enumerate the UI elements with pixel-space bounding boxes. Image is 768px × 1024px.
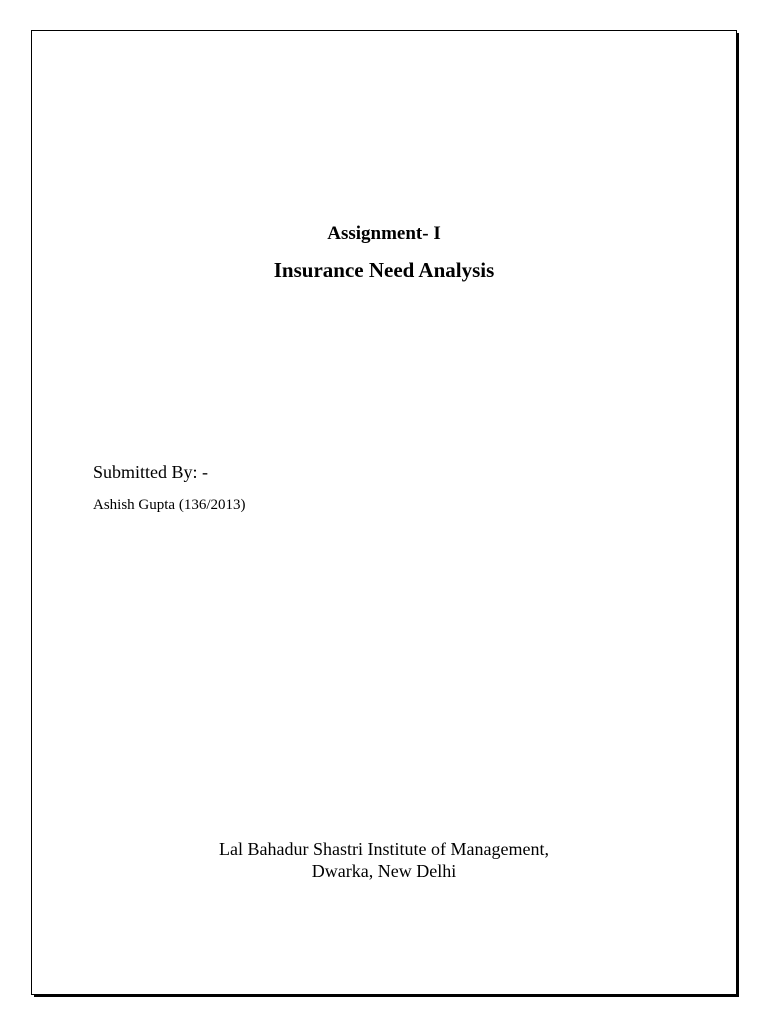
submitted-by-label: Submitted By: - bbox=[93, 462, 209, 482]
document-title: Insurance Need Analysis bbox=[273, 258, 495, 282]
institute-location: Dwarka, New Delhi bbox=[311, 861, 457, 881]
assignment-label: Assignment- I bbox=[327, 223, 441, 244]
institute-name: Lal Bahadur Shastri Institute of Management, bbox=[219, 839, 549, 859]
student-name: Ashish Gupta (136/2013) bbox=[93, 497, 246, 513]
